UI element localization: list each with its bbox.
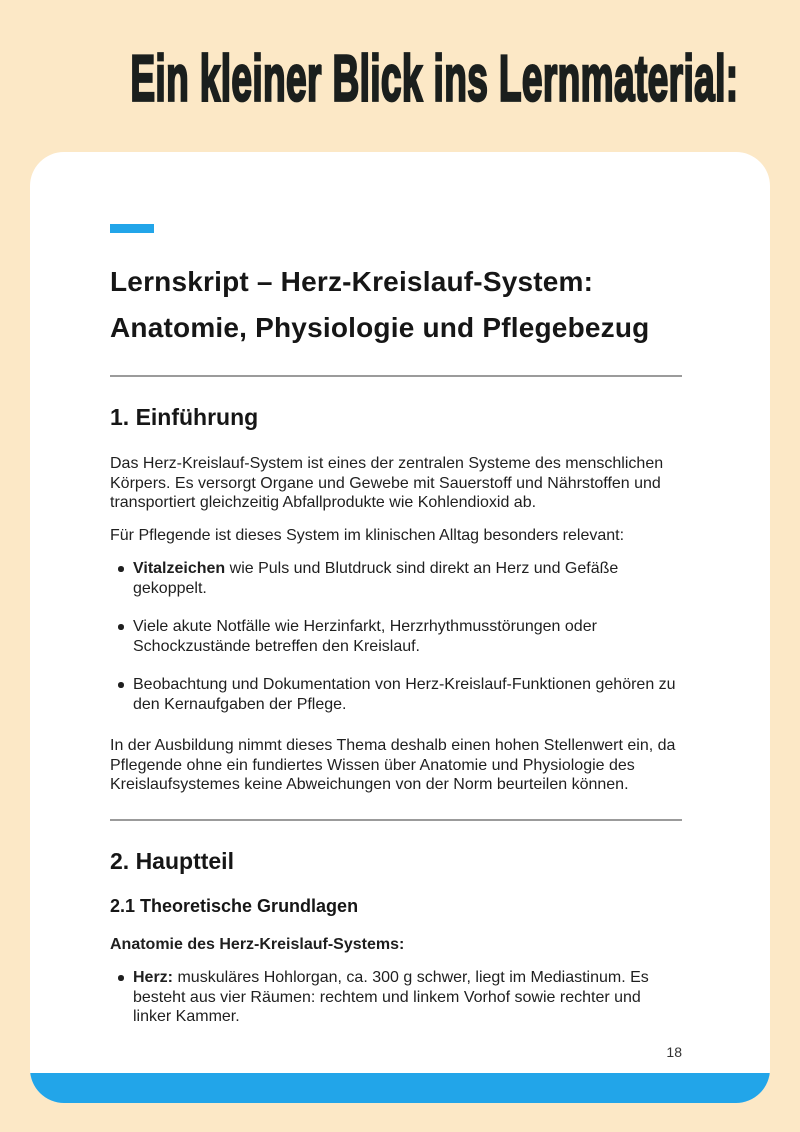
page-number: 18 [666, 1044, 682, 1060]
card-footer-bar [30, 1073, 770, 1103]
poster-title-container [0, 42, 800, 116]
list-item [110, 617, 682, 656]
accent-bar [110, 224, 154, 233]
section-heading-einfuehrung: 1. Einführung [110, 404, 259, 430]
intro-bullet-list [110, 559, 682, 714]
list-item [110, 675, 682, 714]
intro-paragraph-1: Das Herz-Kreislauf-System ist eines der zentralen Systeme des menschlichen Körpers. Es versorgt Organe und Gewebe mit Sauerstoff und Nährstoffen und transportiert gleichzeitig Abfallprodukte wie Kohlendioxid ab. [110, 455, 664, 511]
poster-title: Ein kleiner Blick ins Lernmaterial: [130, 43, 739, 116]
list-item-text: wie Puls und Blutdruck sind direkt an Herz und Gefäße gekoppelt. [133, 560, 619, 597]
intro-paragraph-3: In der Ausbildung nimmt dieses Thema deshalb einen hohen Stellenwert ein, da Pflegende ohne ein fundiertes Wissen über Anatomie und Physiologie des Kreislaufsystemes keine Abweichungen von der Norm beurteilen können. [110, 737, 676, 793]
subsection-heading-grundlagen: 2.1 Theoretische Grundlagen [110, 895, 359, 916]
document-card [30, 152, 770, 1103]
document-page [30, 152, 770, 1073]
list-item-text: Viele akute Notfälle wie Herzinfarkt, Herzrhythmusstörungen oder Schockzustände betreffen den Kreislauf. [133, 618, 597, 655]
anatomie-lead: Anatomie des Herz-Kreislauf-Systems: [110, 935, 405, 953]
section-heading-hauptteil: 2. Hauptteil [110, 847, 234, 874]
document-title: Lernskript – Herz-Kreislauf-System: Anatomie, Physiologie und Pflegebezug [110, 266, 650, 343]
section-divider [110, 819, 682, 821]
list-item-text: muskuläres Hohlorgan, ca. 300 g schwer, liegt im Mediastinum. Es besteht aus vier Räumen: rechtem und linkem Vorhof sowie rechter und linker Kammer. [133, 969, 649, 1025]
list-item-bold: Vitalzeichen [133, 560, 226, 577]
list-item-bold: Herz: [133, 969, 174, 986]
section-divider [110, 375, 682, 377]
intro-paragraph-2: Für Pflegende ist dieses System im klinischen Alltag besonders relevant: [110, 526, 625, 544]
main-bullet-list [110, 968, 682, 1027]
list-item [110, 559, 682, 598]
list-item-text: Beobachtung und Dokumentation von Herz-Kreislauf-Funktionen gehören zu den Kernaufgaben der Pflege. [133, 676, 676, 713]
list-item [110, 968, 682, 1027]
